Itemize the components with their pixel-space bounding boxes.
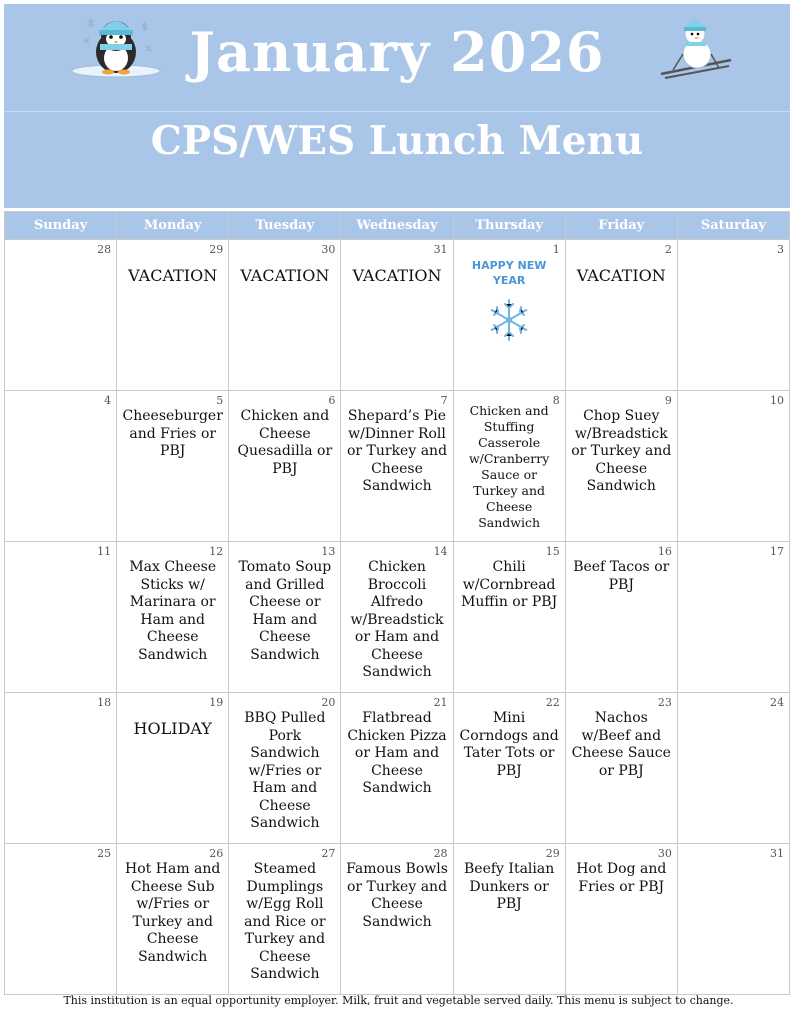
menu-text: Steamed Dumplings w/Egg Roll and Rice or Turkey and Cheese Sandwich — [244, 861, 326, 982]
day-cell — [341, 844, 453, 995]
day-cell — [565, 542, 677, 693]
day-cell — [5, 844, 117, 995]
day-cell — [677, 391, 789, 542]
menu-text: Famous Bowls or Turkey and Cheese Sandwich — [346, 861, 448, 930]
day-cell — [229, 693, 341, 844]
happy-new-year-line1: HAPPY NEW — [471, 259, 547, 272]
menu-text: VACATION — [128, 266, 218, 285]
week-row — [5, 542, 790, 693]
day-number: 14 — [433, 545, 448, 558]
day-number: 8 — [552, 394, 560, 407]
day-number: 1 — [552, 243, 560, 256]
day-number: 10 — [770, 394, 784, 407]
calendar-grid — [4, 211, 790, 995]
weekday-monday: Monday — [117, 212, 229, 240]
weekday-wednesday: Wednesday — [341, 212, 453, 240]
menu-text: BBQ Pulled Pork Sandwich w/Fries or Ham and Cheese Sandwich — [244, 710, 326, 831]
day-cell — [117, 693, 229, 844]
menu-text: Hot Ham and Cheese Sub w/Fries or Turkey and Cheese Sandwich — [125, 861, 221, 965]
weekday-saturday: Saturday — [677, 212, 789, 240]
menu-text: Tomato Soup and Grilled Cheese or Ham and Cheese Sandwich — [238, 559, 332, 663]
day-number: 11 — [97, 545, 112, 558]
weekday-thursday: Thursday — [453, 212, 565, 240]
weekday-sunday: Sunday — [5, 212, 117, 240]
menu-text: Chop Suey w/Breadstick or Turkey and Cheese Sandwich — [571, 408, 672, 494]
day-cell — [5, 542, 117, 693]
day-number: 7 — [440, 394, 448, 407]
day-number: 19 — [209, 696, 224, 709]
day-number: 18 — [97, 696, 112, 709]
day-cell — [677, 693, 789, 844]
page-subtitle: CPS/WES Lunch Menu — [150, 118, 644, 164]
day-number: 12 — [209, 545, 224, 558]
menu-text: HOLIDAY — [133, 719, 212, 738]
day-cell — [229, 542, 341, 693]
menu-text: Beefy Italian Dunkers or PBJ — [464, 861, 555, 912]
day-number: 23 — [657, 696, 672, 709]
day-number: 30 — [321, 243, 336, 256]
day-number: 22 — [545, 696, 560, 709]
day-number: 24 — [770, 696, 784, 709]
menu-text: Chili w/Cornbread Muffin or PBJ — [461, 559, 558, 610]
page-title: January 2026 — [189, 20, 605, 84]
day-number: 31 — [433, 243, 448, 256]
day-cell — [117, 240, 229, 391]
day-cell — [5, 391, 117, 542]
menu-text: VACATION — [576, 266, 666, 285]
day-cell — [229, 844, 341, 995]
day-number: 4 — [104, 394, 112, 407]
day-cell — [5, 693, 117, 844]
footer-note: This institution is an equal opportunity employer. Milk, fruit and vegetable served daily. This menu is subject to change. — [63, 994, 734, 1007]
day-cell — [229, 240, 341, 391]
day-number: 27 — [321, 847, 336, 860]
day-cell — [677, 240, 789, 391]
day-cell — [677, 542, 789, 693]
week-row — [5, 844, 790, 995]
day-number: 3 — [777, 243, 784, 256]
day-cell — [453, 240, 565, 391]
weekday-friday: Friday — [565, 212, 677, 240]
menu-text: Beef Tacos or PBJ — [573, 559, 670, 593]
menu-text: Cheeseburger and Fries or PBJ — [122, 408, 223, 459]
day-number: 29 — [209, 243, 224, 256]
menu-text: Hot Dog and Fries or PBJ — [576, 861, 667, 895]
day-cell — [453, 542, 565, 693]
day-number: 20 — [321, 696, 336, 709]
day-number: 6 — [328, 394, 336, 407]
menu-text: Nachos w/Beef and Cheese Sauce or PBJ — [571, 710, 671, 779]
day-number: 29 — [545, 847, 560, 860]
week-row — [5, 240, 790, 391]
day-cell — [677, 844, 789, 995]
day-cell — [565, 844, 677, 995]
menu-text: VACATION — [352, 266, 442, 285]
day-cell — [453, 693, 565, 844]
day-cell — [341, 542, 453, 693]
day-cell — [341, 693, 453, 844]
menu-text: Chicken and Cheese Quesadilla or PBJ — [237, 408, 333, 477]
menu-text: Chicken and Stuffing Casserole w/Cranberry Sauce or Turkey and Cheese Sandwich — [468, 403, 550, 530]
day-cell — [5, 240, 117, 391]
day-number: 9 — [664, 394, 672, 407]
day-cell — [565, 693, 677, 844]
day-cell — [117, 542, 229, 693]
day-cell — [565, 391, 677, 542]
weekday-tuesday: Tuesday — [229, 212, 341, 240]
calendar-header — [4, 4, 790, 208]
day-cell — [341, 240, 453, 391]
menu-text: VACATION — [240, 266, 330, 285]
menu-text: Chicken Broccoli Alfredo w/Breadstick or Ham and Cheese Sandwich — [350, 559, 444, 680]
day-cell — [117, 391, 229, 542]
day-cell — [453, 844, 565, 995]
menu-text: Shepard’s Pie w/Dinner Roll or Turkey and Cheese Sandwich — [346, 408, 448, 494]
day-cell — [117, 844, 229, 995]
header-divider — [4, 111, 790, 112]
day-number: 2 — [664, 243, 672, 256]
day-number: 13 — [321, 545, 336, 558]
day-cell — [341, 391, 453, 542]
day-cell — [453, 391, 565, 542]
day-number: 5 — [216, 394, 224, 407]
day-number: 31 — [770, 847, 784, 860]
week-row — [5, 693, 790, 844]
week-row — [5, 391, 790, 542]
happy-new-year-line2: YEAR — [492, 274, 526, 287]
day-number: 26 — [209, 847, 224, 860]
day-number: 17 — [770, 545, 784, 558]
happy-new-year-text — [454, 258, 565, 288]
day-number: 30 — [657, 847, 672, 860]
day-number: 25 — [97, 847, 112, 860]
menu-text: Mini Corndogs and Tater Tots or PBJ — [459, 710, 559, 779]
day-number: 16 — [657, 545, 672, 558]
snowman-skier-icon — [659, 14, 733, 82]
day-number: 28 — [433, 847, 448, 860]
menu-text: Flatbread Chicken Pizza or Ham and Cheese Sandwich — [347, 710, 447, 796]
day-number: 28 — [97, 243, 112, 256]
day-number: 15 — [545, 545, 560, 558]
menu-text: Max Cheese Sticks w/ Marinara or Ham and Cheese Sandwich — [129, 559, 217, 663]
day-number: 21 — [433, 696, 448, 709]
day-cell — [565, 240, 677, 391]
snowflake-icon — [487, 298, 531, 342]
weekday-header-row — [5, 212, 790, 240]
day-cell — [229, 391, 341, 542]
